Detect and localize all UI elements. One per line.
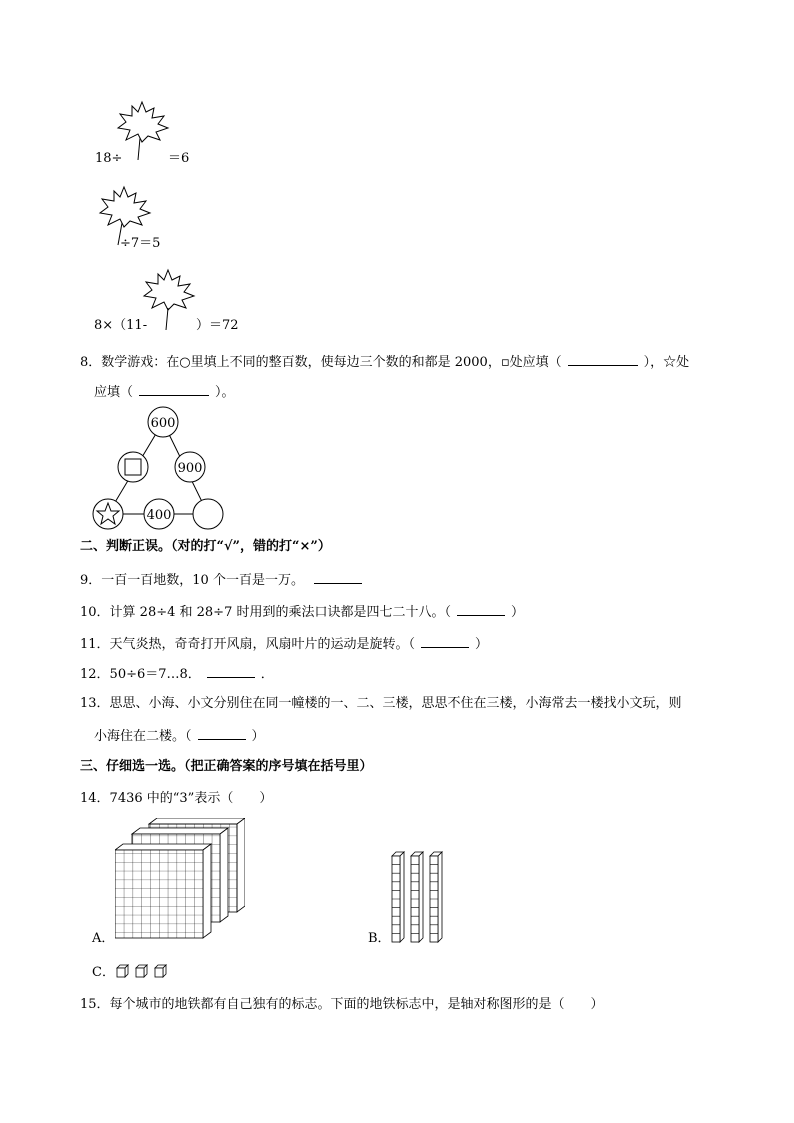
question-8-line2-start: 应填（ [94,385,134,400]
circle-value-right: 900 [177,461,203,476]
question-9-text: 9．一百一百地数，10 个一百是一万。 [80,573,304,588]
answer-blank-10[interactable] [457,602,505,616]
option-a-label[interactable]: A． [92,931,115,946]
option-b-ten-rods-image [390,850,446,946]
question-15-text: 15．每个城市的地铁都有自己独有的标志。下面的地铁标志中，是轴对称图形的是（ ） [80,997,604,1012]
question-8-line2 [94,382,235,402]
answer-blank-13[interactable] [198,726,246,740]
question-10-end: ） [510,605,524,620]
question-10-text: 10．计算 28÷4 和 28÷7 时用到的乘法口诀都是四七二十八。（ [80,605,451,620]
leaf-equation-1-right: ＝6 [168,151,190,166]
question-8-line1 [80,352,689,372]
question-13-line1: 13．思思、小海、小文分别住在同一幢楼的一、二、三楼，思思不住在三楼，小海常去一楼找小文玩，则 [80,696,682,711]
circle-value-top: 600 [150,416,176,431]
answer-blank-star[interactable] [139,382,209,396]
leaf-equation-2-right: ÷7＝5 [120,236,161,251]
question-13-line2 [94,726,265,746]
triangle-diagram [90,404,230,530]
question-12 [80,664,274,684]
circle-value-bottom: 400 [146,508,172,523]
option-c-label[interactable]: C． [92,965,115,980]
question-10 [80,602,524,622]
circle-bottom-right[interactable] [193,499,223,529]
question-11-end: ） [475,637,489,652]
option-a-thousand-cubes-image [115,818,245,946]
question-11 [80,634,488,654]
question-13-end: ） [251,729,265,744]
answer-blank-12[interactable] [207,664,255,678]
question-8-mid: ），☆处 [643,355,690,370]
section-2-title: 二、判断正误。（对的打“√”，错的打“×”） [80,539,331,554]
question-9 [80,570,362,590]
option-c-unit-cubes-image [116,964,172,980]
leaf-equation-3-left: 8×（11- [94,318,148,333]
question-14-text: 14．7436 中的“3”表示（ ） [80,791,273,806]
option-b-label[interactable]: B． [368,931,391,946]
answer-blank-9[interactable] [314,570,362,584]
answer-blank-square[interactable] [568,352,638,366]
question-11-text: 11．天气炎热，奇奇打开风扇，风扇叶片的运动是旋转。（ [80,637,416,652]
equation-left: 18÷ [95,151,123,166]
answer-blank-11[interactable] [421,634,469,648]
question-12-end: ． [260,667,274,682]
section-3-title: 三、仔细选一选。（把正确答案的序号填在括号里） [80,759,373,774]
question-8-text: 8．数学游戏：在○里填上不同的整百数，使每边三个数的和都是 2000，▫处应填（ [80,355,562,370]
cube-front [115,844,211,938]
question-12-text: 12．50÷6＝7…8． [80,667,201,682]
circle-left-mid [118,452,148,482]
leaf-equation-1 [95,150,122,168]
question-8-line2-end: ）。 [215,385,235,400]
leaf-equation-3-right: ）＝72 [196,318,239,333]
question-13-text: 小海住在二楼。（ [94,729,192,744]
